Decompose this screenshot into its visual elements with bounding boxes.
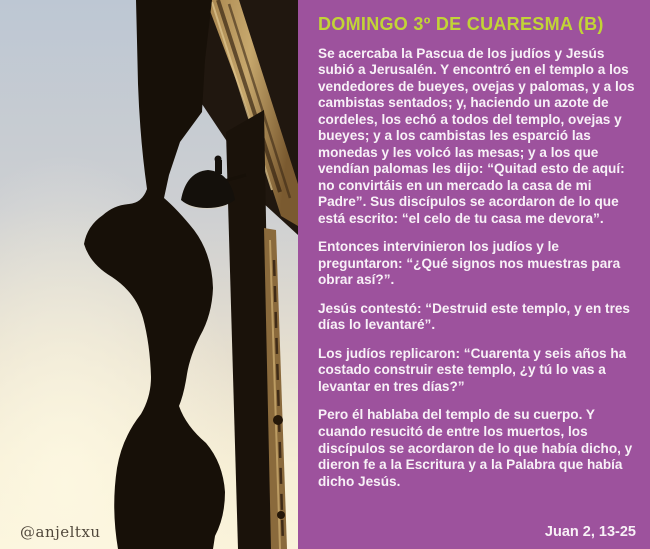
crucifix-photo [0, 0, 298, 549]
gospel-paragraph-4: Los judíos replicaron: “Cuarenta y seis años ha costado construir este templo, ¿y tú lo vas a levantar en tres días?” [318, 345, 627, 394]
panel-title: DOMINGO 3º DE CUARESMA (B) [318, 14, 604, 34]
gospel-panel [298, 0, 650, 549]
gospel-paragraph-2: Entonces intervinieron los judíos y le preguntaron: “¿Qué signos nos muestras para obrar así?”. [318, 239, 621, 288]
gospel-paragraph-5: Pero él hablaba del templo de su cuerpo. Y cuando resucitó de entre los muertos, los discípulos se acordaron de lo que había dicho, y dieron fe a la Escritura y a la Palabra que había dicho Jesús. [318, 407, 633, 489]
crucifix-silhouette-illustration [0, 0, 298, 549]
photo-watermark: @anjeltxu [20, 523, 101, 541]
gospel-paragraph-1: Se acercaba la Pascua de los judíos y Jesús subió a Jerusalén. Y encontró en el templo a los vendedores de bueyes, ovejas y palomas, y a los cambistas sentados; y, haciendo un azote de cordeles, los echó a todos del templo, ovejas y bueyes; y a los cambistas les esparció las monedas y les volcó las mesas; y a los que vendían palomas les dijo: “Quitad esto de aquí: no convirtáis en un mercado la casa de mi Padre”. Sus discípulos se acordaron de lo que está escrito: “el celo de tu casa me devora”. [318, 45, 635, 226]
scripture-citation: Juan 2, 13-25 [544, 524, 636, 540]
gospel-paragraph-3: Jesús contestó: “Destruid este templo, y en tres días lo levantaré”. [318, 300, 630, 333]
